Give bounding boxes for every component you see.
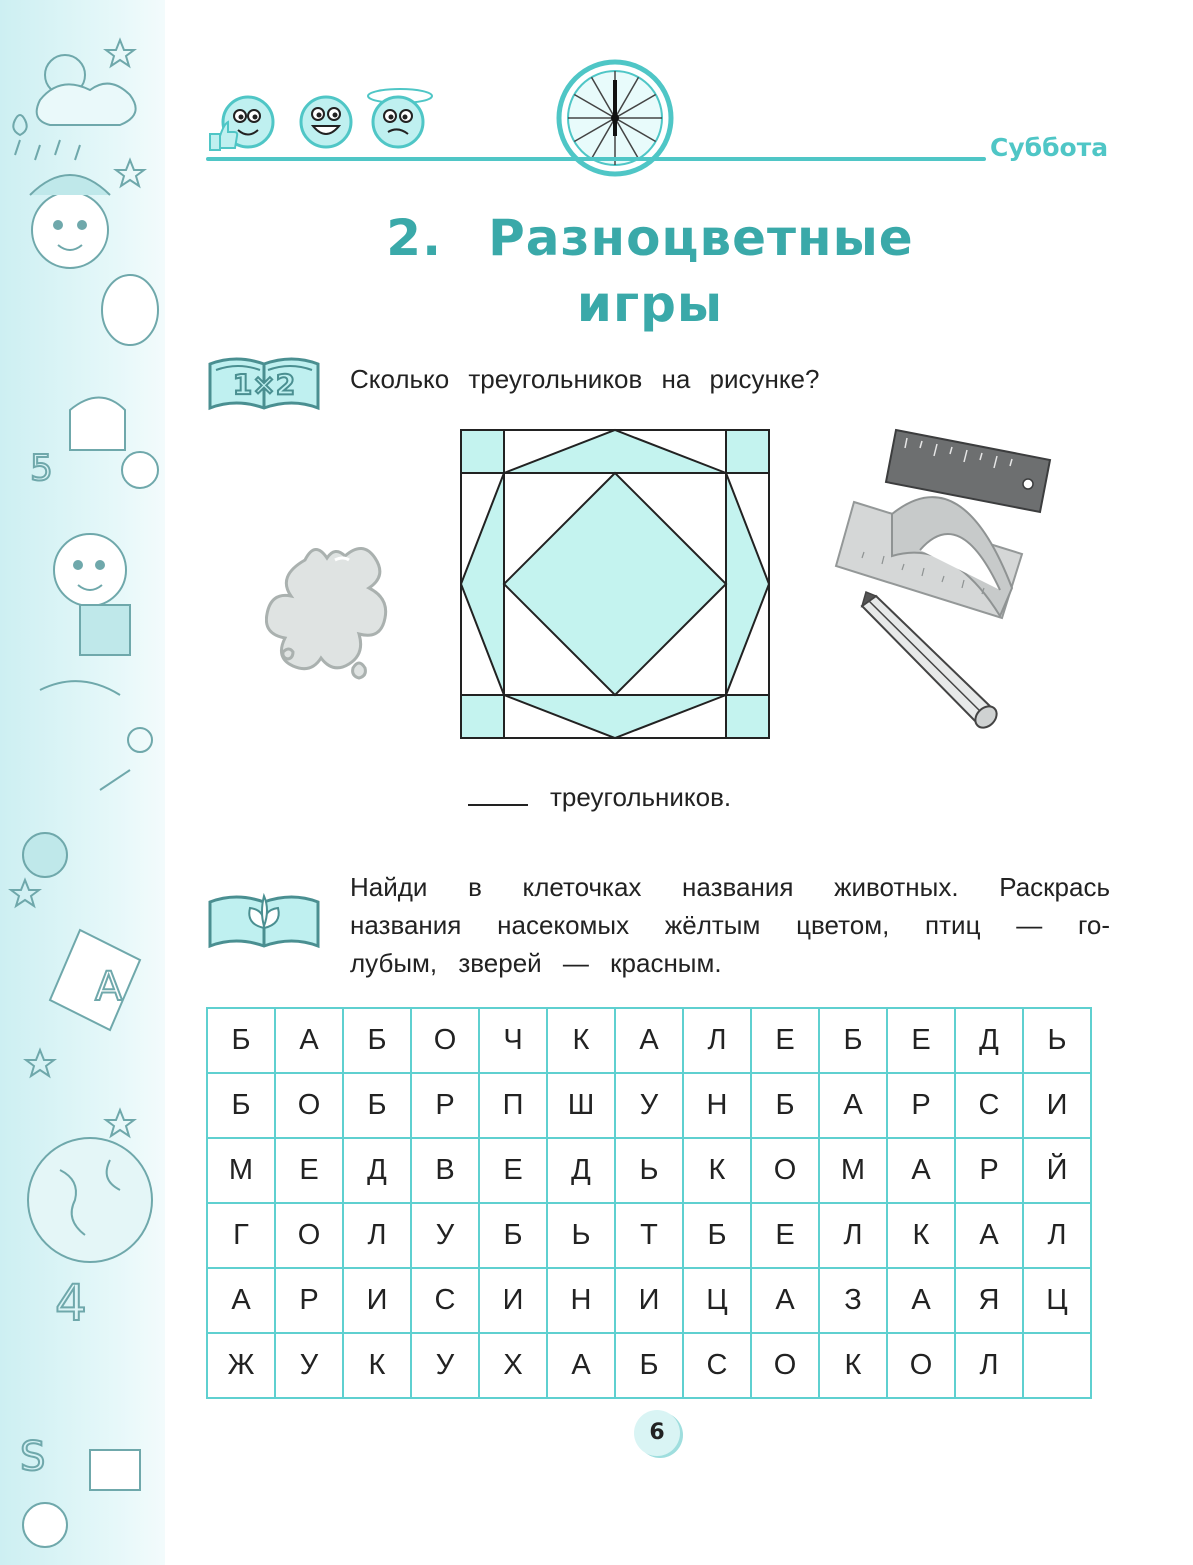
grid-cell[interactable]: К (887, 1203, 955, 1268)
grid-cell[interactable]: О (275, 1203, 343, 1268)
grid-cell[interactable]: Е (751, 1008, 819, 1073)
grid-cell[interactable]: С (955, 1073, 1023, 1138)
title-number: 2. (386, 209, 443, 267)
grid-cell[interactable]: К (547, 1008, 615, 1073)
ruler-icon (886, 430, 1050, 512)
title-line1: Разноцветные (488, 209, 914, 267)
grid-cell[interactable]: Р (887, 1073, 955, 1138)
doodle-sidebar (0, 0, 165, 1565)
grid-cell[interactable]: А (887, 1268, 955, 1333)
grid-cell[interactable]: Н (683, 1073, 751, 1138)
grid-cell[interactable]: Б (343, 1008, 411, 1073)
svg-text:1×2: 1×2 (232, 368, 296, 401)
triangles-figure (459, 428, 771, 744)
grid-cell[interactable]: Р (275, 1268, 343, 1333)
grid-cell[interactable]: Д (343, 1138, 411, 1203)
grid-cell[interactable]: Ь (615, 1138, 683, 1203)
grid-cell[interactable]: Ш (547, 1073, 615, 1138)
grid-cell[interactable]: О (411, 1008, 479, 1073)
grid-cell[interactable]: Б (615, 1333, 683, 1398)
grid-cell[interactable]: Л (343, 1203, 411, 1268)
task2-line1: Найди в клеточках названия животных. Раскрась (350, 872, 1110, 902)
svg-text:A: A (95, 964, 123, 1010)
task1-answer-line (468, 782, 731, 813)
grid-cell[interactable]: Е (479, 1138, 547, 1203)
grid-cell[interactable]: Б (207, 1008, 275, 1073)
grid-cell[interactable]: Ц (1023, 1268, 1091, 1333)
doodle-pattern (0, 0, 165, 1565)
grid-cell[interactable]: У (411, 1203, 479, 1268)
grid-cell[interactable]: Е (751, 1203, 819, 1268)
grid-cell[interactable]: Л (955, 1333, 1023, 1398)
svg-text:4: 4 (55, 1274, 87, 1332)
grid-cell[interactable]: Е (887, 1008, 955, 1073)
grid-cell[interactable]: Е (275, 1138, 343, 1203)
grid-cell[interactable]: У (275, 1333, 343, 1398)
thumbs-up-face-icon (206, 94, 276, 158)
clock-icon (556, 58, 674, 192)
grid-cell[interactable]: Р (411, 1073, 479, 1138)
grid-row (207, 1203, 1091, 1268)
grid-cell[interactable]: И (479, 1268, 547, 1333)
pencil-icon (862, 592, 1001, 732)
header-rule (206, 157, 986, 161)
grid-cell[interactable]: И (343, 1268, 411, 1333)
letter-grid (206, 1007, 1092, 1399)
grid-cell[interactable]: З (819, 1268, 887, 1333)
svg-text:S: S (20, 1434, 46, 1480)
grid-cell[interactable]: М (819, 1138, 887, 1203)
grid-cell[interactable]: У (615, 1073, 683, 1138)
grid-cell[interactable]: Л (819, 1203, 887, 1268)
book-leaf-icon (206, 888, 322, 958)
grid-cell[interactable]: П (479, 1073, 547, 1138)
grid-cell[interactable]: Б (751, 1073, 819, 1138)
answer-suffix: треугольников. (550, 782, 732, 812)
grid-cell[interactable]: А (547, 1333, 615, 1398)
grid-cell[interactable]: К (343, 1333, 411, 1398)
smiling-face-icon (296, 94, 356, 158)
grid-cell[interactable]: С (411, 1268, 479, 1333)
grid-cell[interactable]: И (1023, 1073, 1091, 1138)
day-label: Суббота (990, 133, 1109, 162)
grid-cell[interactable]: Б (207, 1073, 275, 1138)
grid-cell[interactable]: Л (1023, 1203, 1091, 1268)
grid-row (207, 1268, 1091, 1333)
grid-cell[interactable]: Д (955, 1008, 1023, 1073)
page-title (300, 205, 1000, 337)
grid-cell[interactable]: О (751, 1138, 819, 1203)
grid-cell[interactable]: Б (343, 1073, 411, 1138)
grid-cell[interactable]: М (207, 1138, 275, 1203)
grid-cell[interactable]: Й (1023, 1138, 1091, 1203)
task2-line3: лубым, зверей — красным. (350, 948, 722, 978)
ink-splash-icon (265, 540, 400, 699)
grid-cell[interactable]: А (887, 1138, 955, 1203)
title-line2: игры (576, 275, 724, 333)
answer-blank[interactable] (468, 782, 528, 806)
grid-cell[interactable]: Д (547, 1138, 615, 1203)
grid-cell[interactable]: Б (479, 1203, 547, 1268)
grid-cell[interactable]: С (683, 1333, 751, 1398)
grid-row (207, 1008, 1091, 1073)
grid-cell[interactable]: Б (819, 1008, 887, 1073)
grid-cell[interactable]: Л (683, 1008, 751, 1073)
drawing-tools (832, 428, 1052, 762)
grid-cell[interactable]: О (751, 1333, 819, 1398)
grid-cell[interactable]: К (819, 1333, 887, 1398)
grid-cell[interactable]: В (411, 1138, 479, 1203)
grid-cell[interactable]: А (275, 1008, 343, 1073)
grid-cell[interactable]: Я (955, 1268, 1023, 1333)
task1-question: Сколько треугольников на рисунке? (350, 364, 820, 394)
grid-cell[interactable]: Г (207, 1203, 275, 1268)
task2-line2: названия насекомых жёлтым цветом, птиц — го- (350, 910, 1110, 940)
grid-cell[interactable]: А (751, 1268, 819, 1333)
grid-row (207, 1333, 1091, 1398)
grid-row (207, 1073, 1091, 1138)
task2-instructions (350, 868, 1110, 982)
svg-text:5: 5 (30, 448, 53, 489)
grid-cell[interactable]: О (275, 1073, 343, 1138)
grid-cell[interactable]: Ч (479, 1008, 547, 1073)
grid-cell[interactable]: А (207, 1268, 275, 1333)
page-number: 6 (634, 1410, 680, 1456)
grid-cell[interactable]: А (819, 1073, 887, 1138)
grid-cell[interactable]: К (683, 1138, 751, 1203)
grid-cell[interactable]: Ц (683, 1268, 751, 1333)
book-1x2-icon (206, 350, 322, 420)
grid-cell[interactable]: Ь (1023, 1008, 1091, 1073)
grid-cell[interactable]: А (615, 1008, 683, 1073)
dizzy-face-icon (362, 84, 438, 158)
grid-cell[interactable]: Т (615, 1203, 683, 1268)
grid-cell[interactable]: О (887, 1333, 955, 1398)
grid-cell[interactable]: Ь (547, 1203, 615, 1268)
grid-row (207, 1138, 1091, 1203)
grid-cell[interactable]: Ж (207, 1333, 275, 1398)
grid-cell[interactable]: Р (955, 1138, 1023, 1203)
grid-cell[interactable]: Н (547, 1268, 615, 1333)
grid-cell[interactable]: Б (683, 1203, 751, 1268)
grid-cell[interactable] (1023, 1333, 1091, 1398)
grid-cell[interactable]: А (955, 1203, 1023, 1268)
grid-cell[interactable]: Х (479, 1333, 547, 1398)
grid-cell[interactable]: У (411, 1333, 479, 1398)
grid-cell[interactable]: И (615, 1268, 683, 1333)
